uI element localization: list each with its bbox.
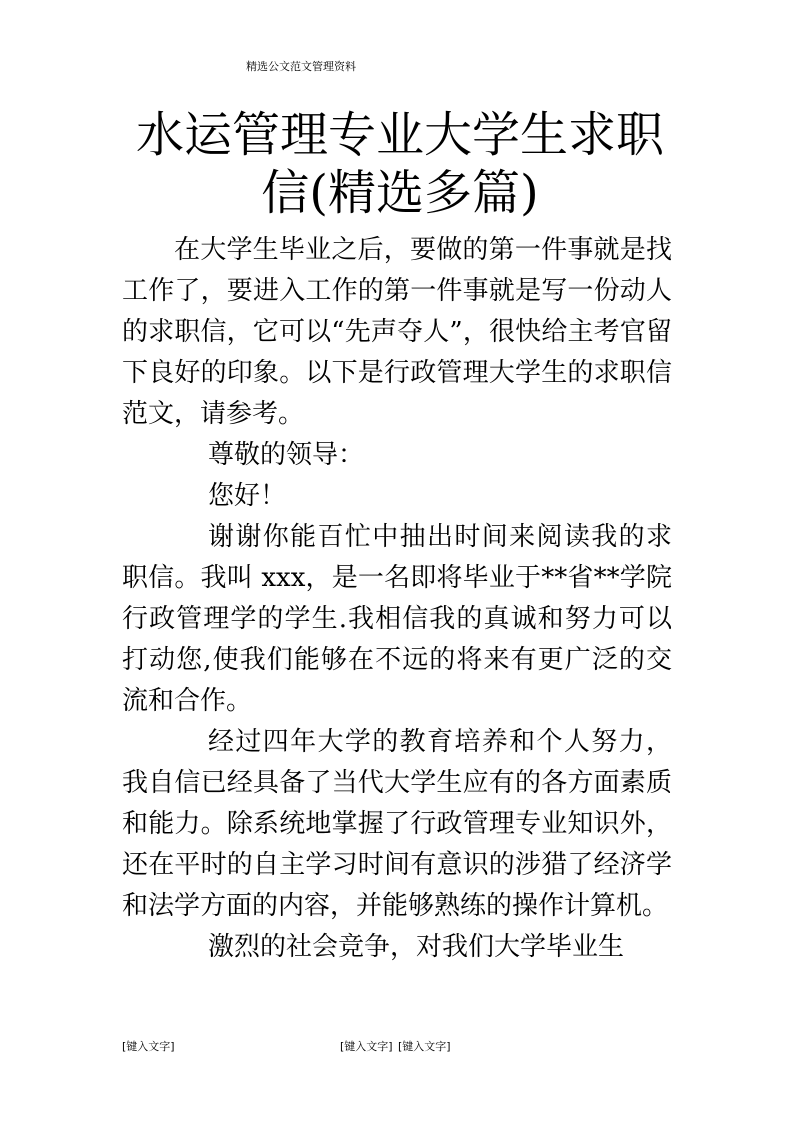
document-title: 水运管理专业大学生求职信(精选多篇) — [135, 107, 664, 221]
body-paragraph-1: 谢谢你能百忙中抽出时间来阅读我的求职信。我叫 xxx，是一名即将毕业于**省**学院行政管理学的学生.我相信我的真诚和努力可以打动您,使我们能够在不远的将来有更广泛的交流和合作。 — [122, 522, 672, 716]
intro-paragraph: 在大学生毕业之后，要做的第一件事就是找工作了，要进入工作的第一件事就是写一份动人的求职信，它可以“先声夺人”，很快给主考官留下良好的印象。以下是行政管理大学生的求职信范文，请参考。 — [122, 235, 672, 429]
salutation: 尊敬的领导： — [208, 440, 365, 470]
document-body — [122, 230, 672, 968]
footer-left-placeholder: [键入文字] — [122, 1040, 175, 1053]
body-paragraph-3: 激烈的社会竞争，对我们大学毕业生 — [208, 932, 625, 962]
greeting: 您好！ — [208, 481, 287, 511]
header-note: 精选公文范文管理资料 — [246, 60, 356, 73]
footer-center-placeholder: [键入文字] — [340, 1040, 393, 1053]
footer-right-placeholder: [键入文字] — [398, 1040, 451, 1053]
body-paragraph-2: 经过四年大学的教育培养和个人努力，我自信已经具备了当代大学生应有的各方面素质和能力。除系统地掌握了行政管理专业知识外，还在平时的自主学习时间有意识的涉猎了经济学和法学方面的内容，并能够熟练的操作计算机。 — [122, 727, 672, 921]
